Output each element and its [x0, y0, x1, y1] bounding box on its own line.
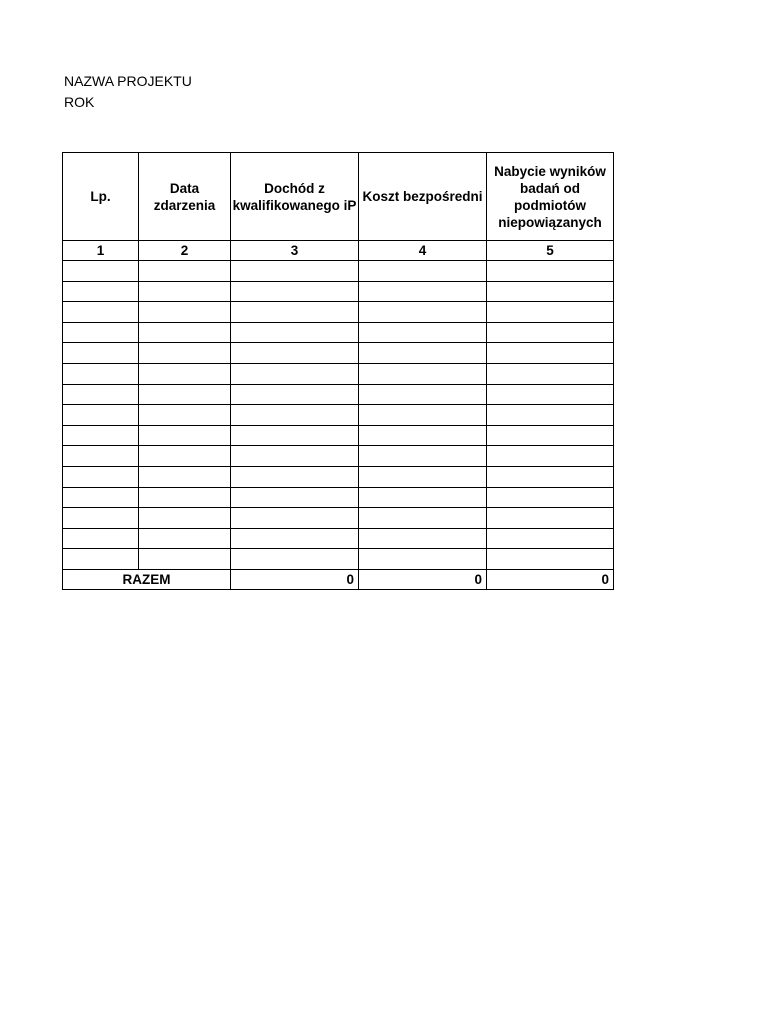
table-cell[interactable] [63, 343, 139, 364]
table-cell[interactable] [359, 405, 487, 426]
table-row [63, 322, 614, 343]
column-number: 5 [487, 241, 614, 261]
table-cell[interactable] [139, 446, 231, 467]
total-dochod: 0 [231, 569, 359, 589]
table-cell[interactable] [231, 528, 359, 549]
table-cell[interactable] [231, 322, 359, 343]
table-cell[interactable] [359, 261, 487, 282]
table-cell[interactable] [231, 384, 359, 405]
table-cell[interactable] [231, 446, 359, 467]
table-cell[interactable] [231, 261, 359, 282]
table-cell[interactable] [231, 549, 359, 570]
table-cell[interactable] [63, 508, 139, 529]
table-cell[interactable] [231, 343, 359, 364]
table-cell[interactable] [63, 384, 139, 405]
table-cell[interactable] [487, 487, 614, 508]
table-cell[interactable] [63, 322, 139, 343]
column-header-data: Data zdarzenia [139, 153, 231, 241]
table-cell[interactable] [231, 281, 359, 302]
table-cell[interactable] [139, 322, 231, 343]
project-name: NAZWA PROJEKTU [64, 73, 192, 89]
column-number: 3 [231, 241, 359, 261]
table-row [63, 281, 614, 302]
table-cell[interactable] [139, 487, 231, 508]
table-cell[interactable] [487, 508, 614, 529]
table-row [63, 302, 614, 323]
table-cell[interactable] [487, 446, 614, 467]
column-header-nabycie: Nabycie wyników badań od podmiotów niepowiązanych [487, 153, 614, 241]
table-cell[interactable] [359, 425, 487, 446]
table-cell[interactable] [139, 384, 231, 405]
table-cell[interactable] [487, 425, 614, 446]
table-cell[interactable] [487, 528, 614, 549]
table-cell[interactable] [487, 363, 614, 384]
table-header-row [63, 153, 614, 241]
table-row [63, 508, 614, 529]
column-header-dochod: Dochód z kwalifikowanego iP [231, 153, 359, 241]
table-cell[interactable] [359, 363, 487, 384]
table-row [63, 466, 614, 487]
table-cell[interactable] [63, 466, 139, 487]
table-cell[interactable] [359, 281, 487, 302]
column-header-koszt: Koszt bezpośredni [359, 153, 487, 241]
table-cell[interactable] [231, 425, 359, 446]
table-cell[interactable] [139, 549, 231, 570]
column-number-row [63, 241, 614, 261]
total-label: RAZEM [63, 569, 231, 589]
table-row [63, 261, 614, 282]
table-cell[interactable] [359, 528, 487, 549]
column-number: 1 [63, 241, 139, 261]
table-cell[interactable] [487, 405, 614, 426]
data-rows [63, 261, 614, 570]
table-cell[interactable] [487, 466, 614, 487]
table-cell[interactable] [231, 466, 359, 487]
total-koszt: 0 [359, 569, 487, 589]
table-cell[interactable] [487, 261, 614, 282]
table-cell[interactable] [359, 302, 487, 323]
table-cell[interactable] [231, 302, 359, 323]
table-cell[interactable] [139, 405, 231, 426]
column-header-lp: Lp. [63, 153, 139, 241]
total-row [63, 569, 614, 589]
table-cell[interactable] [359, 446, 487, 467]
table-cell[interactable] [359, 508, 487, 529]
table-cell[interactable] [63, 487, 139, 508]
table-cell[interactable] [63, 281, 139, 302]
table-cell[interactable] [231, 405, 359, 426]
table-cell[interactable] [63, 528, 139, 549]
table-cell[interactable] [139, 466, 231, 487]
table-cell[interactable] [63, 261, 139, 282]
table-row [63, 363, 614, 384]
table-cell[interactable] [231, 487, 359, 508]
table-cell[interactable] [63, 363, 139, 384]
table-row [63, 487, 614, 508]
table-cell[interactable] [63, 446, 139, 467]
table-cell[interactable] [139, 261, 231, 282]
table-row [63, 528, 614, 549]
table-cell[interactable] [359, 384, 487, 405]
table-row [63, 343, 614, 364]
table-cell[interactable] [139, 343, 231, 364]
table-cell[interactable] [359, 487, 487, 508]
table-row [63, 384, 614, 405]
table-row [63, 405, 614, 426]
table-cell[interactable] [139, 363, 231, 384]
table-cell[interactable] [359, 549, 487, 570]
table-cell[interactable] [139, 302, 231, 323]
total-nabycie: 0 [487, 569, 614, 589]
table-row [63, 425, 614, 446]
table-cell[interactable] [487, 549, 614, 570]
table-cell[interactable] [139, 425, 231, 446]
table-cell[interactable] [487, 302, 614, 323]
ip-box-table [62, 152, 614, 590]
table-cell[interactable] [359, 466, 487, 487]
table-row [63, 549, 614, 570]
table-cell[interactable] [63, 405, 139, 426]
table-cell[interactable] [63, 425, 139, 446]
table-cell[interactable] [487, 384, 614, 405]
table-cell[interactable] [139, 528, 231, 549]
table-cell[interactable] [487, 281, 614, 302]
table-cell[interactable] [231, 363, 359, 384]
table-cell[interactable] [359, 322, 487, 343]
document-header [64, 71, 192, 113]
table-row [63, 446, 614, 467]
table-cell[interactable] [487, 322, 614, 343]
table-cell[interactable] [359, 343, 487, 364]
table-cell[interactable] [63, 549, 139, 570]
table-cell[interactable] [139, 281, 231, 302]
table-cell[interactable] [487, 343, 614, 364]
table-cell[interactable] [63, 302, 139, 323]
column-number: 4 [359, 241, 487, 261]
year-label: ROK [64, 94, 95, 110]
column-number: 2 [139, 241, 231, 261]
table-cell[interactable] [231, 508, 359, 529]
table-cell[interactable] [139, 508, 231, 529]
